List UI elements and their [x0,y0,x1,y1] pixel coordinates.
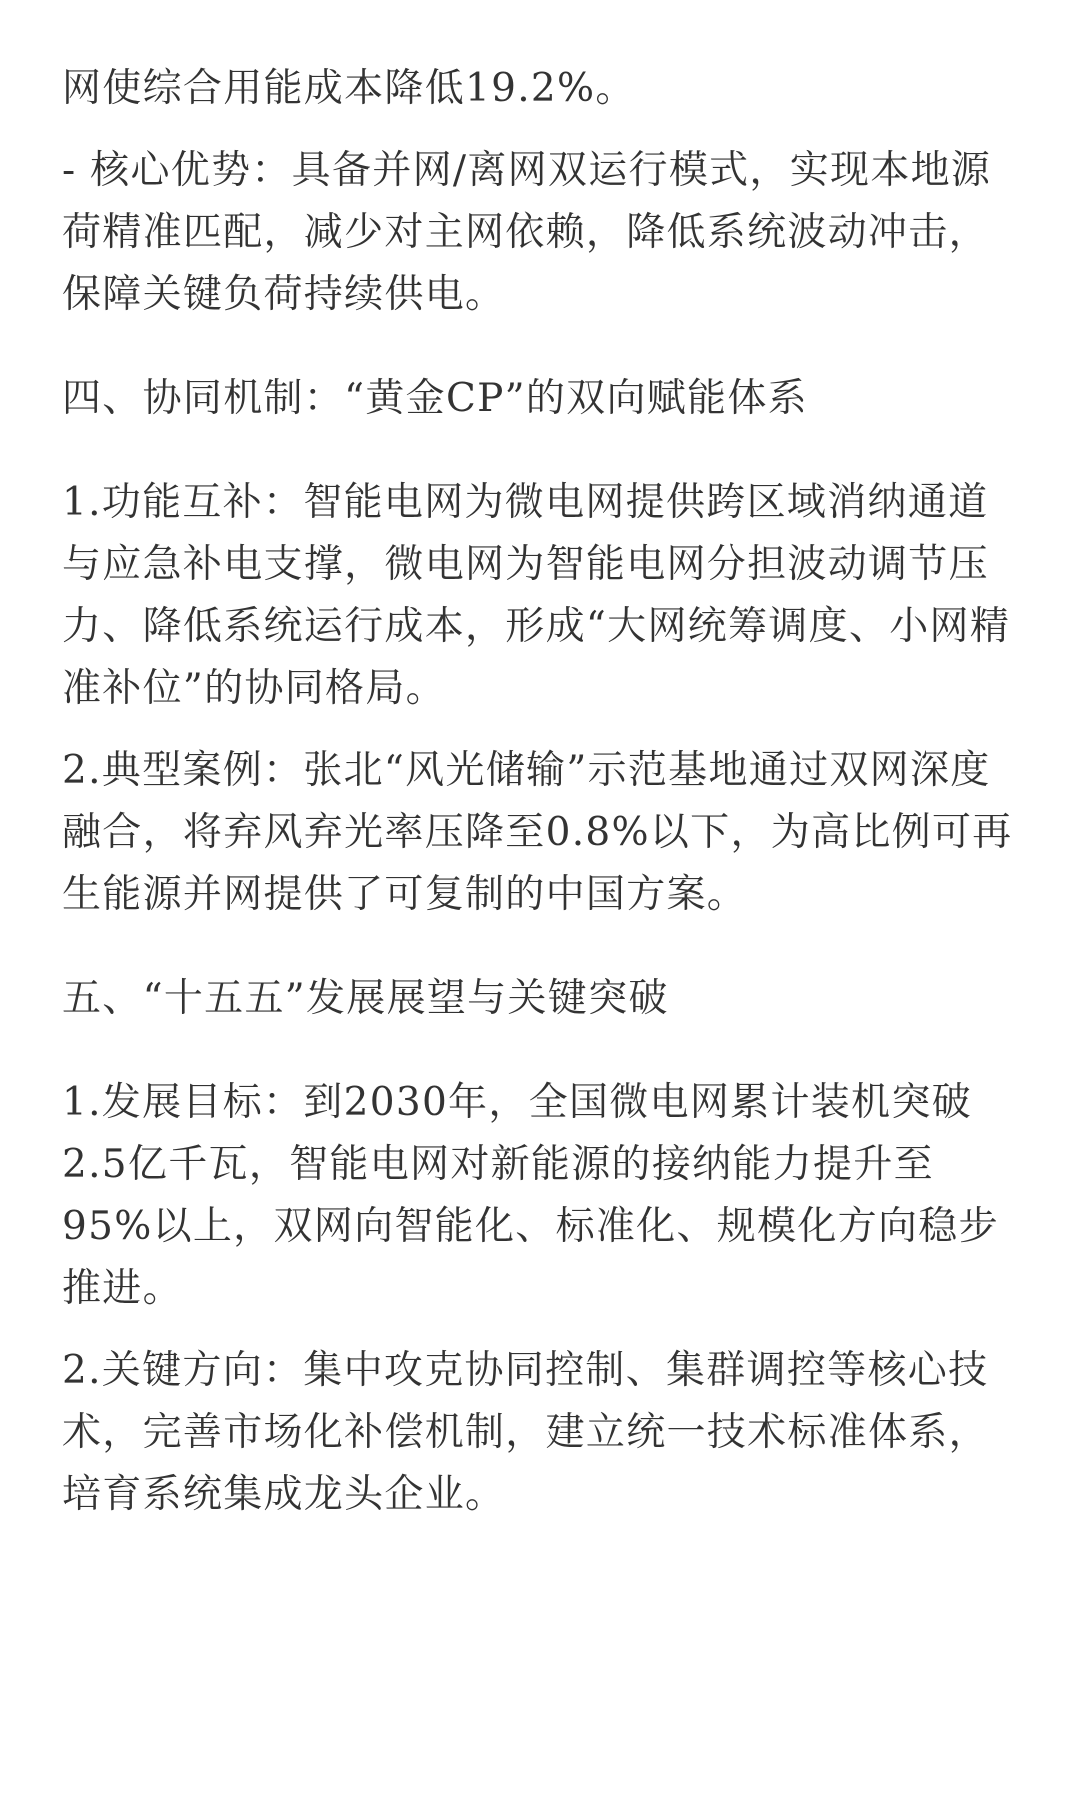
paragraph-function-complement: 1.功能互补：智能电网为微电网提供跨区域消纳通道与应急补电支撑，微电网为智能电网分担波动调节压力、降低系统运行成本，形成“大网统筹调度、小网精准补位”的协同格局。 [62,480,1011,711]
section-heading-collaboration: 四、协同机制：“黄金CP”的双向赋能体系 [62,376,808,421]
section-heading-outlook: 五、“十五五”发展展望与关键突破 [62,976,669,1021]
paragraph-key-direction: 2.关键方向：集中攻克协同控制、集群调控等核心技术，完善市场化补偿机制，建立统一技术标准体系，培育系统集成龙头企业。 [62,1348,989,1517]
paragraph-core-advantage: - 核心优势：具备并网/离网双运行模式，实现本地源荷精准匹配，减少对主网依赖，降低系统波动冲击，保障关键负荷持续供电。 [62,148,992,317]
paragraph-development-goal: 1.发展目标：到2030年，全国微电网累计装机突破2.5亿千瓦，智能电网对新能源的接纳能力提升至95%以上，双网向智能化、标准化、规模化方向稳步推进。 [62,1080,999,1311]
paragraph-typical-case: 2.典型案例：张北“风光储输”示范基地通过双网深度融合，将弃风弃光率压降至0.8%以下，为高比例可再生能源并网提供了可复制的中国方案。 [62,748,1013,917]
paragraph-cost-reduction: 网使综合用能成本降低19.2%。 [62,66,636,111]
article-body [62,58,1024,1546]
